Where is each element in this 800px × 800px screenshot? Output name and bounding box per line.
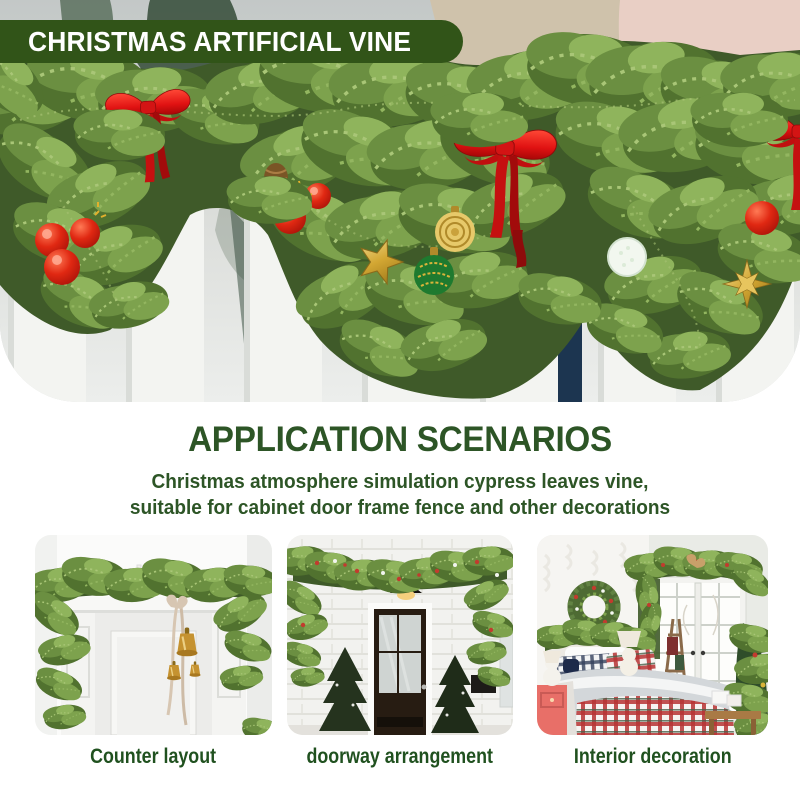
- caption-counter-layout: Counter layout: [90, 745, 217, 768]
- thumbnail-counter-layout: [35, 535, 272, 769]
- application-scenarios-section: [0, 420, 800, 521]
- interior-photo: [537, 535, 768, 735]
- thumbnail-doorway-arrangement: [287, 535, 513, 769]
- section-heading: APPLICATION SCENARIOS: [188, 420, 612, 459]
- thumbnail-row: [0, 535, 800, 769]
- product-banner: [0, 20, 463, 63]
- subheading-line-1: Christmas atmosphere simulation cypress leaves vine,: [151, 470, 649, 493]
- red-ball-right: [745, 201, 779, 235]
- counter-photo: [35, 535, 272, 735]
- snowball-ornament: [608, 238, 646, 276]
- caption-interior-decoration: Interior decoration: [573, 745, 732, 768]
- caption-doorway-arrangement: doorway arrangement: [306, 745, 494, 768]
- section-subheading: [0, 469, 800, 521]
- thumbnail-interior-decoration: [537, 535, 768, 769]
- door: [368, 603, 432, 735]
- banner-title: CHRISTMAS ARTIFICIAL VINE: [28, 25, 412, 57]
- doorway-photo: [287, 535, 513, 735]
- subheading-line-2: suitable for cabinet door frame fence and other decorations: [129, 496, 671, 519]
